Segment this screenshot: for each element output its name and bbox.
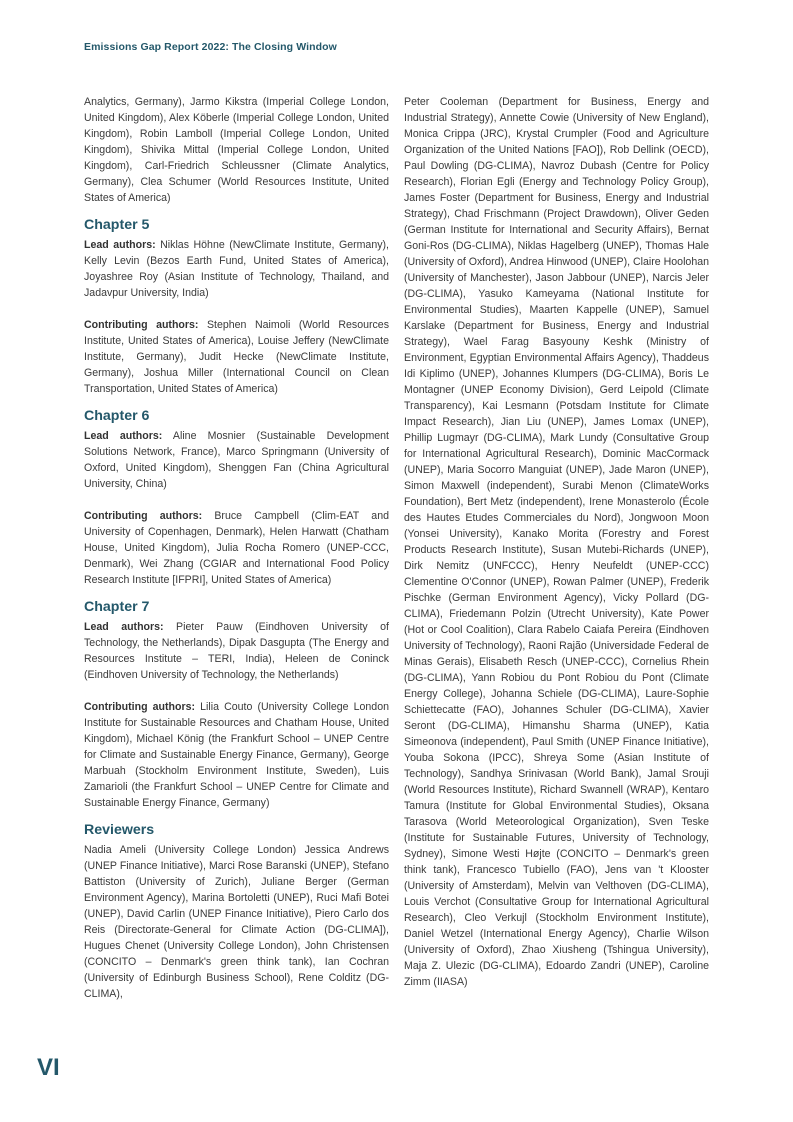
- chapter-6-lead-authors: [84, 428, 389, 492]
- reviewers-heading: Reviewers: [84, 822, 155, 838]
- contributing-authors-label: Contributing authors:: [84, 510, 203, 522]
- contributing-authors-text: Stephen Naimoli (World Resources Institute, United States of America), Louise Jeffery (NewClimate Institute, Germany), Judit Hecke (NewClimate Institute, Germany), Joshua Miller (International Council on Clean Transportation, United States of America): [84, 319, 389, 395]
- reviewers-list-start: Nadia Ameli (University College London) Jessica Andrews (UNEP Finance Initiative), Marci Rose Baranski (UNEP), Stefano Battiston (University of Zurich), Juliane Berger (German Environment Agency), Marina Bortoletti (UNEP), Ruci Mafi Botei (UNEP), David Carlin (UNEP Finance Initiative), Piero Carlo dos Reis (Directorate-General for Climate Action (DG-CLIMA]), Hugues Chenet (University College London), John Christensen (CONCITO – Denmark's green think tank), Ian Cochran (University of Edinburgh Business School), Rene Colditz (DG-CLIMA),: [84, 844, 389, 1000]
- page-number: VI: [37, 1054, 60, 1081]
- lead-authors-label: Lead authors:: [84, 621, 164, 633]
- chapter-7-heading: Chapter 7: [84, 599, 150, 615]
- contributing-authors-text: Lilia Couto (University College London Institute for Sustainable Resources and Chatham House, United Kingdom), Michael König (the Frankfurt School – UNEP Centre for Climate and Sustainable Energy Finance, Germany), George Marbuah (Stockholm Environment Institute, Sweden), Luis Zamarioli (the Frankfurt School – UNEP Centre for Climate and Sustainable Energy Finance, Germany): [84, 701, 389, 809]
- right-column: [404, 94, 709, 990]
- lead-authors-text: Pieter Pauw (Eindhoven University of Technology, the Netherlands), Dipak Dasgupta (The Energy and Resources Institute – TERI, India), Heleen de Coninck (Eindhoven University of Technology, the Netherlands): [84, 621, 390, 681]
- chapter-6-contributing-authors: [84, 508, 389, 588]
- reviewers-list-continued: Peter Cooleman (Department for Business, Energy and Industrial Strategy), Annette Cowie (University of New England), Monica Crippa (JRC), Krystal Crumpler (Food and Agriculture Organization of the United Nations [FAO]), Rob Dellink (OECD), Paul Dowling (DG-CLIMA), Navroz Dubash (Centre for Policy Research), Florian Egli (Energy and Technology Policy Group), James Foster (Department for Business, Energy and Industrial Strategy), Chad Frischmann (Project Drawdown), Oliver Geden (German Institute for International and Security Affairs), Bernat Goni-Ros (DG-CLIMA), Niklas Hagelberg (UNEP), Thomas Hale (University of Oxford), Andrea Hinwood (UNEP), Claire Hoolohan (University of Manchester), Jason Jabbour (UNEP), Narcis Jeler (DG-CLIMA), Yasuko Kameyama (National Institute for Environmental Studies), Maarten Kappelle (UNEP), Samuel Karslake (Department for Business, Energy and Industrial Strategy), Wael Farag Basyouny Keshk (Ministry of Environment, Egyptian Environmental Affairs Agency), Thaddeus Idi Kiplimo (UNEP), Johannes Klumpers (DG-CLIMA), Boris Le Montagner (UNEP Economy Division), Gerd Leipold (Climate Transparency), Kai Lesmann (Potsdam Institute for Climate Impact Research), Jian Liu (UNEP), James Lomax (UNEP), Phillip Lugmayr (DG-CLIMA), Mark Lundy (Consultative Group for International Agricultural Research), Dominic MacCormack (UNEP), Maria Socorro Manguiat (UNEP), Jade Maron (UNEP), Simon Maxwell (independent), Surabi Menon (ClimateWorks Foundation), Bert Metz (independent), Irene Monasterolo (École des Hautes Etudes Commerciales du Nord), Jongwoon Moon (Yonsei University), Kanako Morita (Forestry and Forest Products Research Institute), Susan Mutebi-Richards (UNEP), Dirk Nemitz (UNFCCC), Henry Neufeldt (UNEP-CCC) Clementine O'Connor (UNEP), Rowan Palmer (UNEP), Frederik Pischke (German Environment Agency), Vicky Pollard (DG-CLIMA), Friedemann Polzin (Utrecht University), Kate Power (Hot or Cool Coalition), Clara Rabelo Caiafa Pereira (Eindhoven University of Technology), Raoni Rajão (Universidade Federal de Minas Gerais), Elisabeth Resch (UNEP-CCC), Cornelius Rhein (DG-CLIMA), Yann Robiou du Pont Robiou du Pont (Climate Energy College), Johanna Schiele (DG-CLIMA), Laure-Sophie Schiettecatte (FAO), Johannes Schuler (DG-CLIMA), Xavier Seront (DG-CLIMA), Himanshu Sharma (UNEP), Katia Simeonova (independent), Paul Smith (UNEP Finance Initiative), Youba Sokona (IPCC), Shreya Some (Asian Institute of Technology), Sandhya Srinivasan (World Bank), Jamal Srouji (World Resources Institute), Richard Swannell (WRAP), Kentaro Tamura (Institute for Global Environmental Studies), Oksana Tarasova (World Meteorological Organization), Sven Teske (Institute for Sustainable Futures, University of Technology, Sydney), Simone Westi Højte (CONCITO – Denmark's green think tank), Francesco Tubiello (FAO), Jens van 't Klooster (University of Amsterdam), Melvin van Velthoven (DG-CLIMA), Louis Verchot (Consultative Group for International Agricultural Research), Cleo Verkujl (Stockholm Environment Institute), Daniel Wetzel (International Energy Agency), Charlie Wilson (University of Oxford), Zhao Xiusheng (Tshingua University), Maja Z. Ulezic (DG-CLIMA), Edoardo Zandri (UNEP), Caroline Zimm (IIASA): [404, 96, 709, 988]
- chapter-7-lead-authors: [84, 619, 389, 683]
- chapter-5-heading: Chapter 5: [84, 217, 150, 233]
- chapter-5-contributing-authors: [84, 317, 389, 397]
- left-column: [84, 94, 389, 1002]
- lead-authors-text: Aline Mosnier (Sustainable Development Solutions Network, France), Marco Springmann (University of Oxford, United Kingdom), Shenggen Fan (China Agricultural University, China): [84, 430, 390, 490]
- chapter-6-heading: Chapter 6: [84, 408, 150, 424]
- lead-authors-label: Lead authors:: [84, 430, 163, 442]
- contributing-authors-text: Bruce Campbell (Clim-EAT and University of Copenhagen, Denmark), Helen Harwatt (Chatham House, United Kingdom), Julia Rocha Romero (UNEP-CCC, Denmark), Wei Zhang (CGIAR and International Food Policy Research Institute [IFPRI], United States of America): [84, 510, 389, 586]
- intro-paragraph: Analytics, Germany), Jarmo Kikstra (Imperial College London, United Kingdom), Alex Köberle (Imperial College London, United Kingdom), Robin Lamboll (Imperial College London, United Kingdom), Shivika Mittal (Imperial College London, United Kingdom), Carl-Friedrich Schleussner (Climate Analytics, Germany), Clea Schumer (World Resources Institute, United States of America): [84, 96, 389, 204]
- running-header: Emissions Gap Report 2022: The Closing Window: [84, 41, 337, 53]
- contributing-authors-label: Contributing authors:: [84, 701, 196, 713]
- contributing-authors-label: Contributing authors:: [84, 319, 199, 331]
- chapter-7-contributing-authors: [84, 699, 389, 811]
- lead-authors-label: Lead authors:: [84, 239, 156, 251]
- lead-authors-text: Niklas Höhne (NewClimate Institute, Germany), Kelly Levin (Bezos Earth Fund, United States of America), Joyashree Roy (Asian Institute of Technology, Thailand, and Jadavpur University, India): [84, 239, 389, 299]
- chapter-5-lead-authors: [84, 237, 389, 301]
